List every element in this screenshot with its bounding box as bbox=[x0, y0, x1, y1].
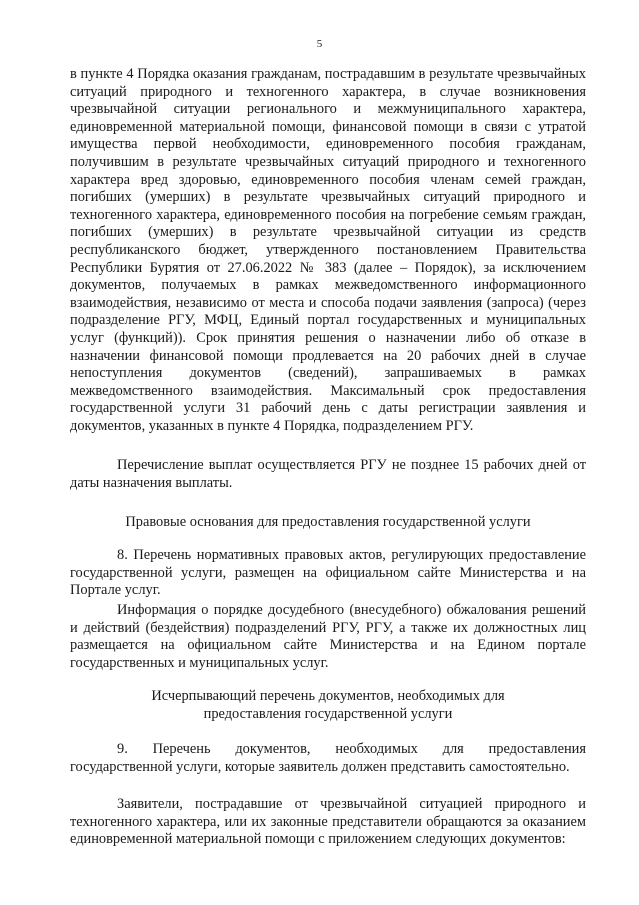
section-heading-line-1: Исчерпывающий перечень документов, необходимых для bbox=[151, 688, 505, 704]
paragraph-appeal-info: Информация о порядке досудебного (внесудебного) обжалования решений и действий (бездействия) подразделений РГУ, РГУ, а также их должностных лиц размещается на официальном сайте Министерства и на Едином портале государственных и муниципальных услуг. bbox=[70, 602, 586, 671]
paragraph-payment-transfer: Перечисление выплат осуществляется РГУ не позднее 15 рабочих дней от даты назначения выплаты. bbox=[70, 457, 586, 491]
section-heading-legal-basis: Правовые основания для предоставления государственной услуги bbox=[125, 514, 531, 530]
paragraph-item-8: 8. Перечень нормативных правовых актов, регулирующих предоставление государственной услуги, размещен на официальном сайте Министерства и на Портале услуг. bbox=[70, 547, 586, 599]
paragraph-item-9: 9. Перечень документов, необходимых для предоставления государственной услуги, которые заявитель должен представить самостоятельно. bbox=[70, 741, 586, 775]
paragraph-continuation: в пункте 4 Порядка оказания гражданам, пострадавшим в результате чрезвычайных ситуаций природного и техногенного характера, в случае возникновения чрезвычайной ситуации регионального и межмуниципального характера, единовременной материальной помощи, финансовой помощи в связи с утратой имущества первой необходимости, единовременного пособия гражданам, получившим в результате чрезвычайных ситуаций природного и техногенного характера вред здоровью, единовременного пособия членам семей граждан, погибших (умерших) в результате чрезвычайных ситуаций природного и техногенного характера, единовременного пособия на погребение семьям граждан, погибших (умерших) в результате чрезвычайной ситуации из средств республиканского бюджет, утвержденного постановлением Правительства Республики Бурятия от 27.06.2022 № 383 (далее – Порядок), за исключением документов, получаемых в рамках межведомственного информационного взаимодействия, независимо от места и способа подачи заявления (запроса) (через подразделение РГУ, МФЦ, Единый портал государственных и муниципальных услуг (функций)). Срок принятия решения о назначении либо об отказе в назначении финансовой помощи продлевается на 20 рабочих дней в случае непоступления документов (сведений), запрашиваемых в рамках межведомственного взаимодействия. Максимальный срок предоставления государственной услуги 31 рабочий день с даты регистрации заявления и документов, указанных в пункте 4 Порядка, подразделением РГУ. bbox=[70, 66, 586, 434]
section-heading-line-2: предоставления государственной услуги bbox=[203, 705, 453, 722]
section-heading-documents-list bbox=[70, 688, 586, 723]
page-number: 5 bbox=[316, 38, 323, 50]
paragraph-applicants: Заявители, пострадавшие от чрезвычайной ситуацией природного и техногенного характера, или их законные представители обращаются за оказанием единовременной материальной помощи с приложением следующих документов: bbox=[70, 796, 586, 848]
